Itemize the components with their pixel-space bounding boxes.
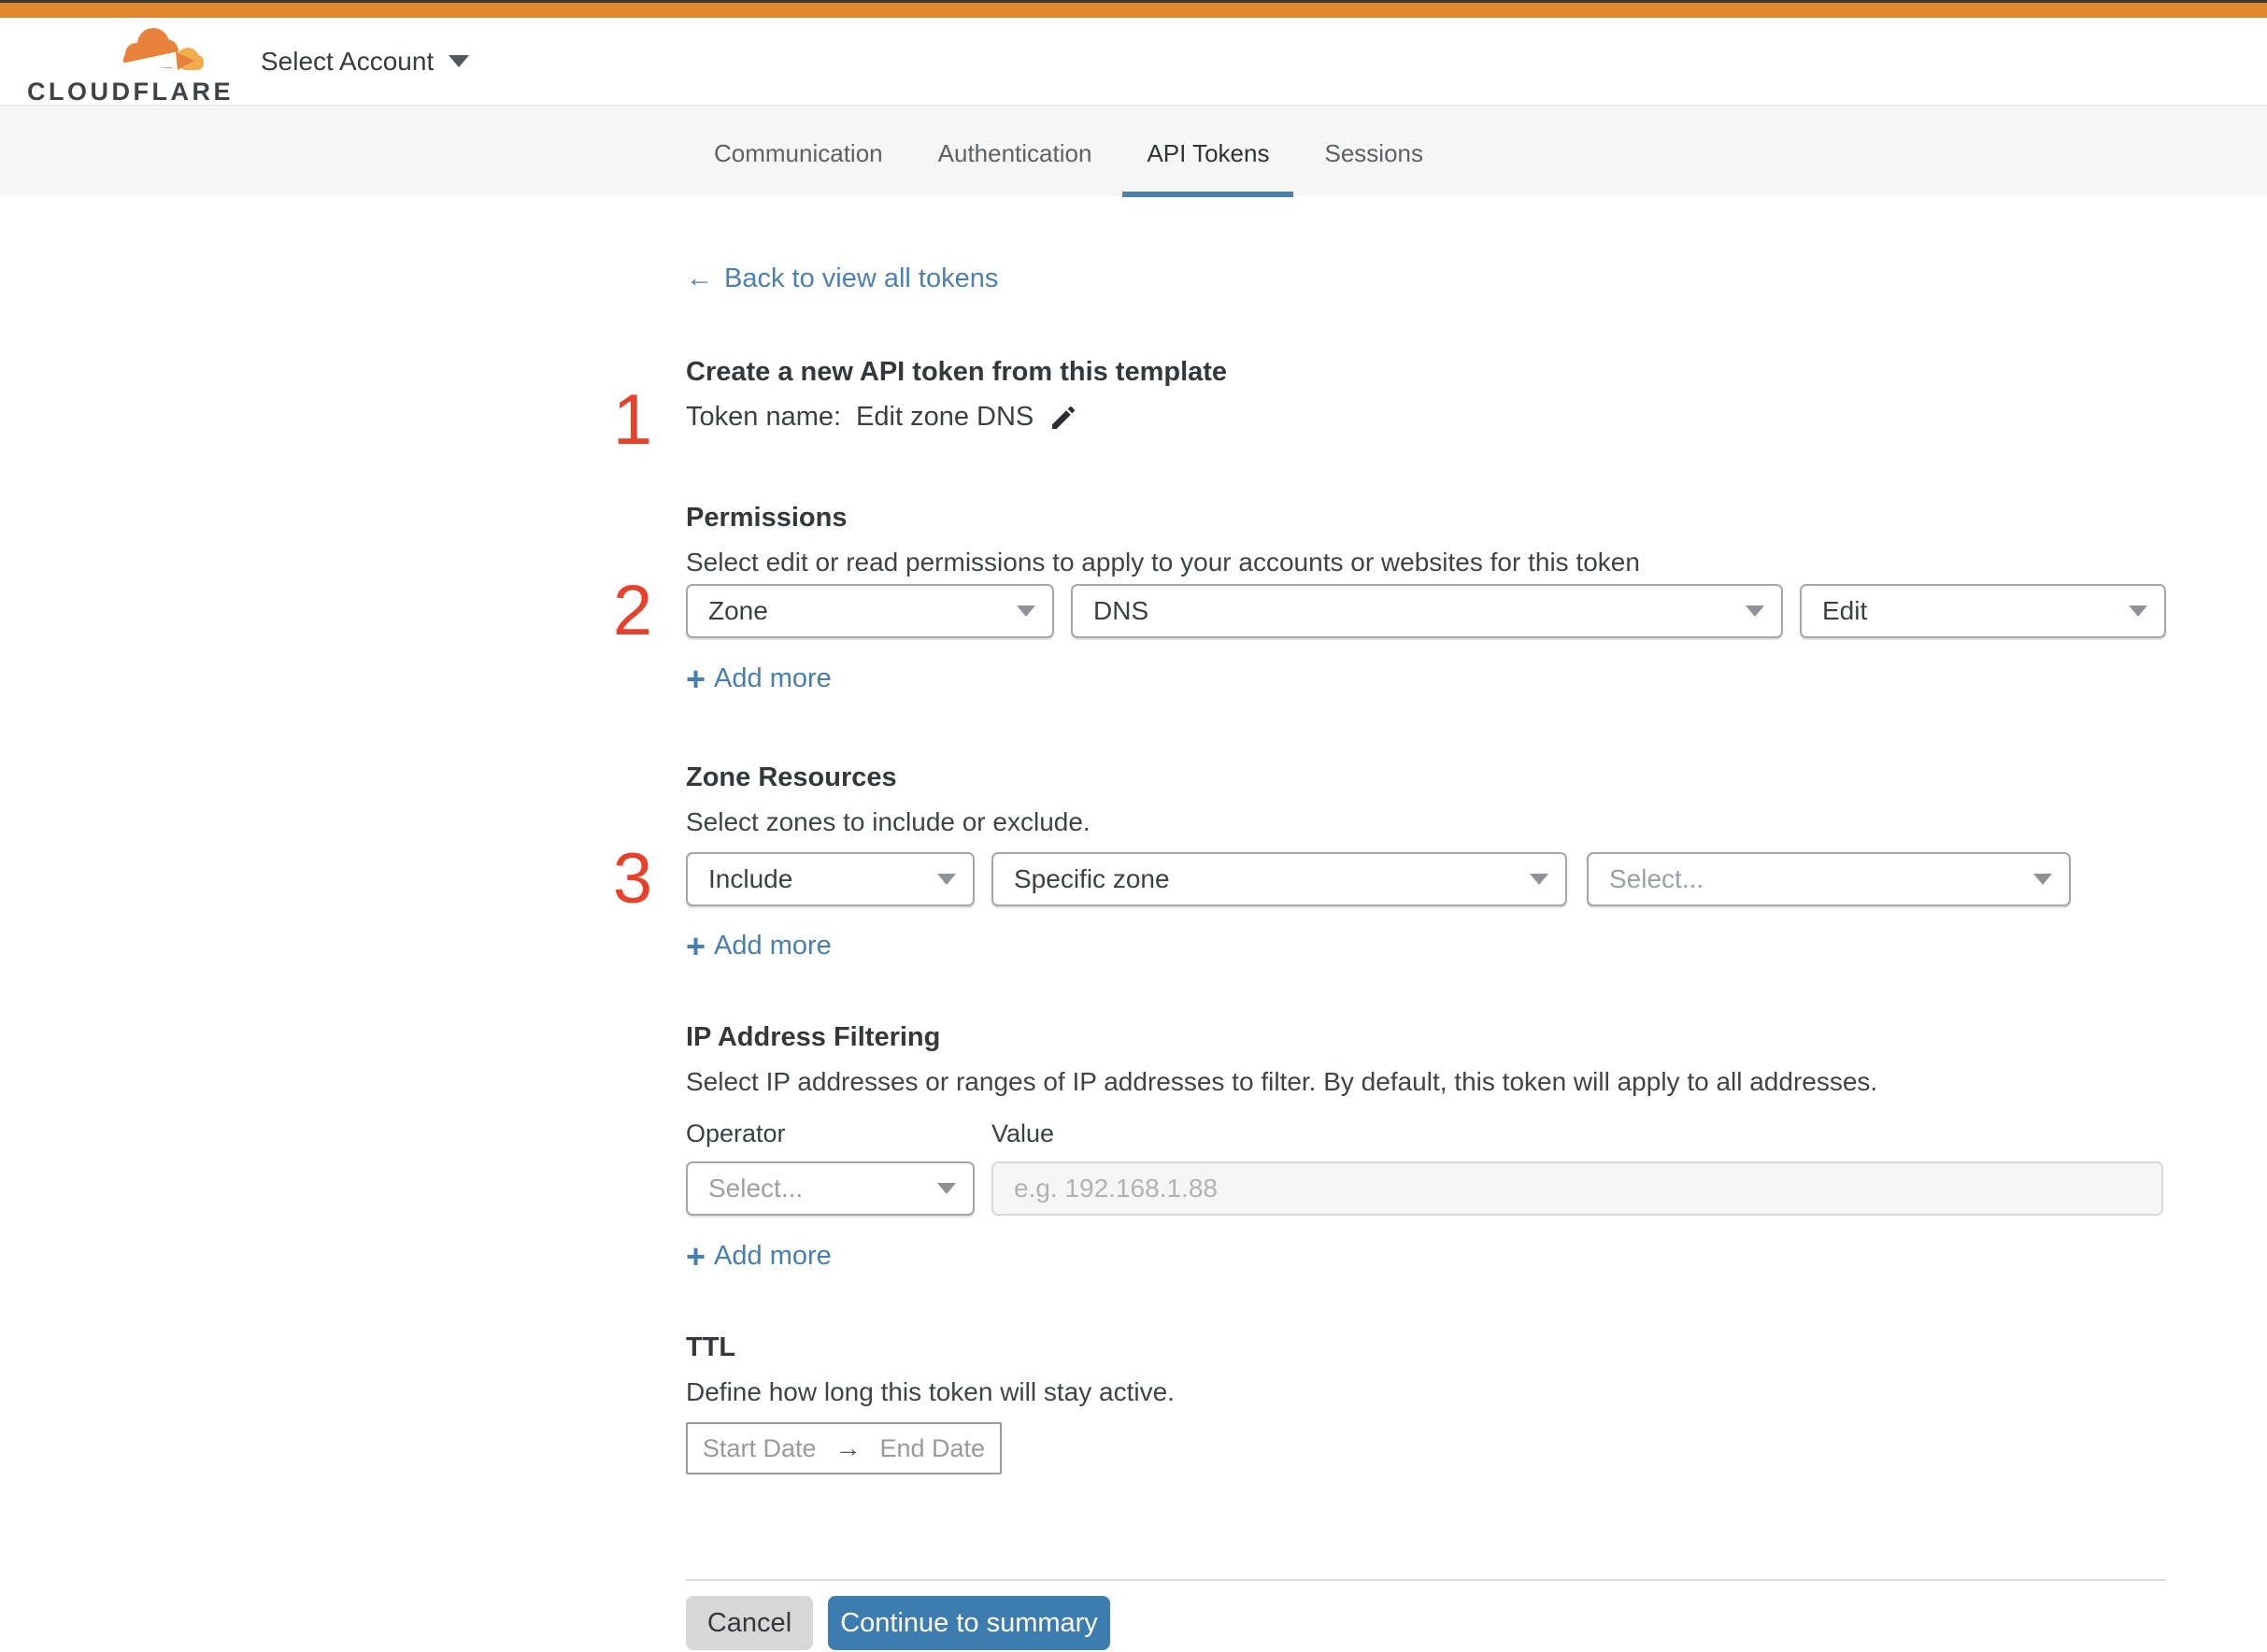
- zone-picker-select[interactable]: [1587, 852, 2071, 906]
- token-name-label: Token name:: [686, 402, 842, 432]
- edit-pencil-icon[interactable]: [1048, 403, 1078, 433]
- ip-value-input[interactable]: [991, 1161, 2163, 1216]
- caret-down-icon: [2129, 605, 2147, 617]
- step-1-marker: 1: [612, 380, 653, 460]
- tab-label: Authentication: [937, 138, 1092, 167]
- select-placeholder: Select...: [708, 1174, 804, 1203]
- ip-filtering-add-more-link[interactable]: [686, 1237, 832, 1275]
- permission-access-select[interactable]: [1800, 584, 2166, 638]
- plus-icon: +: [686, 927, 706, 965]
- caret-down-icon: [2033, 874, 2052, 885]
- tab-api-tokens[interactable]: [1122, 109, 1293, 197]
- permissions-description: Select edit or read permissions to apply to your accounts or websites for this token: [686, 548, 1640, 577]
- tab-communication[interactable]: [690, 109, 907, 197]
- select-value: Include: [708, 864, 793, 893]
- permission-group-select[interactable]: [1071, 584, 1783, 638]
- step-3-marker: 3: [612, 839, 653, 919]
- cancel-button[interactable]: Cancel: [686, 1596, 813, 1650]
- caret-down-icon: [1017, 605, 1035, 617]
- back-to-tokens-link[interactable]: [686, 263, 998, 294]
- operator-label: Operator: [686, 1119, 786, 1147]
- zone-resources-add-more-link[interactable]: [686, 927, 832, 965]
- permissions-title: Permissions: [686, 503, 848, 533]
- cloudflare-wordmark: CLOUDFLARE: [27, 78, 234, 106]
- back-arrow-icon: ←: [686, 263, 713, 293]
- tab-label: Sessions: [1324, 138, 1423, 167]
- plus-icon: +: [686, 1237, 706, 1275]
- caret-down-icon: [1746, 605, 1764, 617]
- continue-to-summary-button[interactable]: Continue to summary: [828, 1596, 1110, 1650]
- zone-include-exclude-select[interactable]: [686, 852, 975, 906]
- tab-label: API Tokens: [1147, 138, 1270, 167]
- end-date-placeholder: End Date: [879, 1433, 986, 1462]
- tab-sessions[interactable]: [1300, 109, 1447, 197]
- tab-authentication[interactable]: [914, 109, 1117, 197]
- caret-down-icon: [937, 1183, 956, 1194]
- range-arrow-icon: →: [834, 1433, 862, 1462]
- footer-divider: [686, 1579, 2166, 1581]
- brand-accent-bar: [0, 3, 2267, 18]
- permission-scope-select[interactable]: [686, 584, 1054, 638]
- zone-resources-title: Zone Resources: [686, 762, 897, 792]
- ip-filtering-description: Select IP addresses or ranges of IP addresses to filter. By default, this token will apply to all addresses.: [686, 1067, 1878, 1096]
- ip-operator-select[interactable]: [686, 1161, 975, 1216]
- select-value: Zone: [708, 596, 768, 625]
- active-tab-underline: [1122, 192, 1293, 197]
- ttl-date-range-picker[interactable]: [686, 1422, 1002, 1474]
- ttl-title: TTL: [686, 1332, 736, 1362]
- ttl-description: Define how long this token will stay active.: [686, 1377, 1175, 1406]
- step-2-marker: 2: [612, 571, 653, 650]
- account-selector[interactable]: [261, 18, 469, 105]
- select-value: DNS: [1093, 596, 1149, 625]
- ip-filtering-title: IP Address Filtering: [686, 1022, 941, 1052]
- back-link-label: Back to view all tokens: [724, 263, 999, 293]
- start-date-placeholder: Start Date: [702, 1433, 817, 1462]
- token-name-row: [686, 402, 1078, 433]
- profile-tabbar: [0, 108, 2267, 196]
- permissions-add-more-link[interactable]: [686, 660, 832, 698]
- add-more-label: Add more: [714, 663, 832, 693]
- token-name-value: Edit zone DNS: [856, 402, 1034, 432]
- plus-icon: +: [686, 660, 706, 698]
- add-more-label: Add more: [714, 931, 832, 961]
- select-placeholder: Select...: [1609, 864, 1704, 893]
- caret-down-icon: [937, 874, 956, 885]
- value-label: Value: [991, 1119, 1055, 1147]
- tab-label: Communication: [714, 138, 883, 167]
- app-header: [0, 18, 2267, 107]
- add-more-label: Add more: [714, 1241, 832, 1271]
- select-value: Edit: [1822, 596, 1868, 625]
- page-title: Create a new API token from this template: [686, 357, 1228, 387]
- tab-list: [690, 109, 1447, 197]
- zone-resource-type-select[interactable]: [991, 852, 1567, 906]
- chevron-down-icon: [449, 55, 469, 67]
- zone-resources-description: Select zones to include or exclude.: [686, 807, 1091, 836]
- caret-down-icon: [1530, 874, 1548, 885]
- select-value: Specific zone: [1014, 864, 1170, 893]
- account-selector-label: Select Account: [261, 46, 435, 76]
- cloudflare-cloud-icon: [110, 23, 207, 74]
